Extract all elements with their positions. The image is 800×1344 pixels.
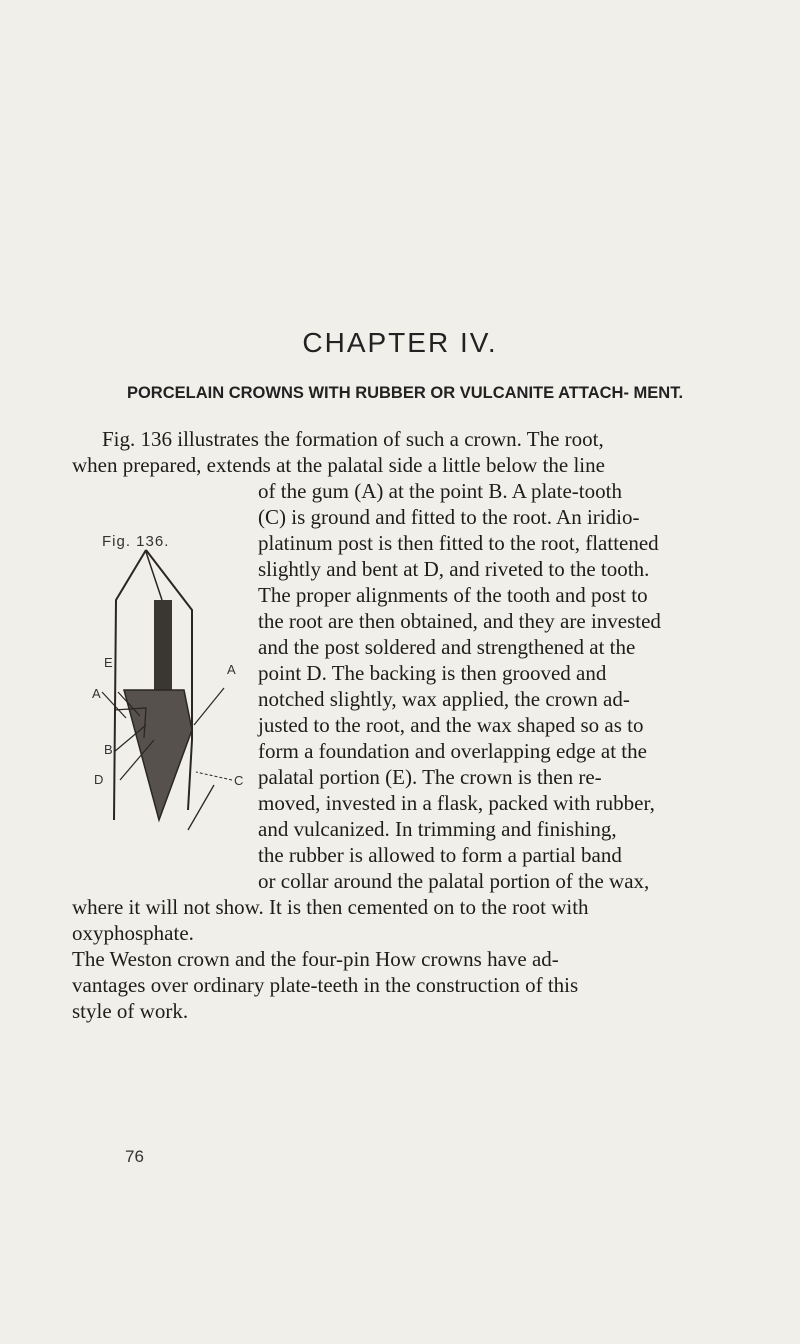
- body-line: oxyphosphate.: [72, 921, 194, 945]
- body-line: notched slightly, wax applied, the crown ad-: [258, 687, 630, 711]
- body-line: platinum post is then fitted to the root, flattened: [258, 531, 659, 555]
- crown-edge: [188, 785, 214, 830]
- body-line: point D. The backing is then grooved and: [258, 661, 607, 685]
- figure-label-b: B: [104, 742, 113, 757]
- tooth-crown-figure: [84, 540, 264, 840]
- figure-label-d: D: [94, 772, 104, 787]
- figure-label-e: E: [104, 655, 113, 670]
- leader-c: [196, 772, 232, 780]
- body-line: of the gum (A) at the point B. A plate-tooth: [258, 479, 622, 503]
- body-line: and vulcanized. In trimming and finishing,: [258, 817, 617, 841]
- page-number: 76: [125, 1147, 144, 1166]
- body-line: (C) is ground and fitted to the root. An iridio-: [258, 505, 640, 529]
- chapter-title: CHAPTER IV.: [302, 327, 498, 358]
- body-line: the root are then obtained, and they are invested: [258, 609, 661, 633]
- section-title: PORCELAIN CROWNS WITH RUBBER OR VULCANITE ATTACH- MENT.: [126, 384, 684, 402]
- body-line: and the post soldered and strengthened at the: [258, 635, 636, 659]
- body-line: The proper alignments of the tooth and post to: [258, 583, 648, 607]
- body-line: or collar around the palatal portion of the wax,: [258, 869, 650, 893]
- body-line: palatal portion (E). The crown is then re-: [258, 765, 602, 789]
- body-line: form a foundation and overlapping edge at the: [258, 739, 647, 763]
- body-line: justed to the root, and the wax shaped so as to: [258, 713, 644, 737]
- body-line: slightly and bent at D, and riveted to the tooth.: [258, 557, 650, 581]
- leader-a-right: [194, 688, 224, 725]
- body-line: when prepared, extends at the palatal side a little below the line: [72, 453, 605, 477]
- body-line: where it will not show. It is then cemented on to the root with: [72, 895, 589, 919]
- figure-label-a-left: A: [92, 686, 101, 701]
- body-line: The Weston crown and the four-pin How crowns have ad-: [72, 947, 559, 971]
- figure-label-a-right: A: [227, 662, 236, 677]
- body-line: Fig. 136 illustrates the formation of such a crown. The root,: [102, 427, 604, 451]
- figure-label-c: C: [234, 773, 244, 788]
- body-line: moved, invested in a flask, packed with rubber,: [258, 791, 655, 815]
- body-line: the rubber is allowed to form a partial band: [258, 843, 622, 867]
- body-line: vantages over ordinary plate-teeth in the construction of this: [72, 973, 579, 997]
- body-line: style of work.: [72, 999, 189, 1023]
- figure-caption: Fig. 136.: [102, 533, 170, 550]
